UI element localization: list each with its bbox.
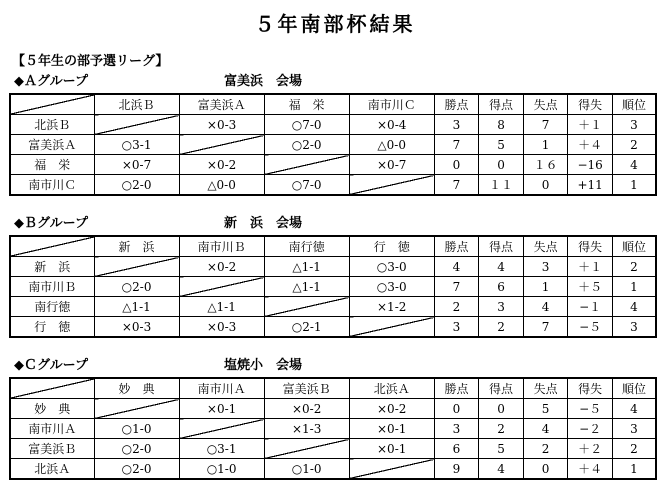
group-venue: 塩焼小 会場 [224, 358, 303, 373]
rank-cell: 3 [612, 317, 656, 338]
team-column-header: 新 浜 [94, 236, 179, 257]
match-result-cell: ○2-0 [94, 175, 179, 196]
rank-cell: 2 [612, 257, 656, 277]
match-result-cell: ×1-2 [349, 297, 434, 317]
points-cell: 7 [434, 277, 479, 297]
table-row [10, 257, 656, 277]
diagonal-cell [179, 419, 264, 439]
match-result-cell: ○2-1 [264, 317, 349, 338]
league-table [9, 377, 657, 480]
table-row [10, 439, 656, 459]
stat-column-header: 順位 [612, 236, 656, 257]
team-row-header: 北浜Ａ [10, 459, 94, 480]
match-result-cell: ×0-7 [94, 155, 179, 175]
match-result-cell: ○3-1 [179, 439, 264, 459]
goal-difference-cell: ＋５ [568, 277, 613, 297]
goal-difference-cell: −５ [568, 399, 613, 419]
goal-difference-cell: −２ [568, 419, 613, 439]
goals-against-cell: 5 [523, 399, 568, 419]
group-heading [14, 70, 614, 88]
table-row [10, 135, 656, 155]
section-heading: 【５年生の部予選リーグ】 [12, 54, 169, 69]
goals-against-cell: 2 [523, 439, 568, 459]
goals-for-cell: 5 [479, 439, 524, 459]
stat-column-header: 失点 [523, 378, 568, 399]
team-column-header: 富美浜Ａ [179, 94, 264, 115]
table-row [10, 277, 656, 297]
goals-for-cell: 8 [479, 115, 524, 135]
goals-against-cell: 0 [523, 459, 568, 480]
goal-difference-cell: +11 [568, 175, 613, 196]
match-result-cell: ×0-2 [179, 155, 264, 175]
league-table [9, 235, 657, 338]
team-row-header: 妙 典 [10, 399, 94, 419]
stat-column-header: 得失 [568, 236, 613, 257]
team-column-header: 妙 典 [94, 378, 179, 399]
diagonal-cell [94, 115, 179, 135]
table-row [10, 175, 656, 196]
match-result-cell: △1-1 [94, 297, 179, 317]
match-result-cell: ○3-1 [94, 135, 179, 155]
points-cell: 0 [434, 399, 479, 419]
stat-column-header: 勝点 [434, 236, 479, 257]
match-result-cell: △0-0 [179, 175, 264, 196]
team-row-header: 南市川Ｂ [10, 277, 94, 297]
rank-cell: 4 [612, 399, 656, 419]
match-result-cell: ×0-1 [349, 439, 434, 459]
points-cell: 3 [434, 115, 479, 135]
table-row [10, 297, 656, 317]
goals-for-cell: 2 [479, 317, 524, 338]
diagonal-cell [94, 257, 179, 277]
rank-cell: 4 [612, 297, 656, 317]
corner-cell [10, 94, 94, 115]
match-result-cell: ×0-1 [349, 419, 434, 439]
rank-cell: 1 [612, 277, 656, 297]
table-row [10, 419, 656, 439]
rank-cell: 4 [612, 155, 656, 175]
league-table [9, 93, 657, 196]
match-result-cell: ○1-0 [179, 459, 264, 480]
diagonal-cell [179, 277, 264, 297]
match-result-cell: ○3-0 [349, 277, 434, 297]
stat-column-header: 失点 [523, 94, 568, 115]
team-row-header: 新 浜 [10, 257, 94, 277]
table-row [10, 399, 656, 419]
diagonal-cell [94, 399, 179, 419]
match-result-cell: △1-1 [179, 297, 264, 317]
stat-column-header: 得失 [568, 378, 613, 399]
match-result-cell: △1-1 [264, 277, 349, 297]
page-title: ５年南部杯結果 [254, 12, 416, 36]
rank-cell: 1 [612, 175, 656, 196]
match-result-cell: ×0-2 [179, 257, 264, 277]
diagonal-cell [349, 459, 434, 480]
match-result-cell: ○7-0 [264, 115, 349, 135]
stat-column-header: 失点 [523, 236, 568, 257]
goals-against-cell: 1 [523, 135, 568, 155]
team-row-header: 富美浜Ａ [10, 135, 94, 155]
team-row-header: 北浜Ｂ [10, 115, 94, 135]
stat-column-header: 得点 [479, 94, 524, 115]
match-result-cell: ×1-3 [264, 419, 349, 439]
table-header-row [10, 236, 656, 257]
points-cell: 6 [434, 439, 479, 459]
match-result-cell: ×0-1 [179, 399, 264, 419]
goals-against-cell: 3 [523, 257, 568, 277]
rank-cell: 3 [612, 115, 656, 135]
match-result-cell: ○2-0 [94, 277, 179, 297]
rank-cell: 2 [612, 439, 656, 459]
diagonal-cell [349, 175, 434, 196]
team-column-header: 行 徳 [349, 236, 434, 257]
points-cell: 7 [434, 175, 479, 196]
points-cell: 3 [434, 317, 479, 338]
match-result-cell: ×0-3 [179, 115, 264, 135]
group-name: ◆Ｂグループ [14, 216, 88, 231]
goals-for-cell: 0 [479, 155, 524, 175]
match-result-cell: ×0-2 [264, 399, 349, 419]
goals-against-cell: 7 [523, 115, 568, 135]
diagonal-cell [264, 439, 349, 459]
team-column-header: 北浜Ｂ [94, 94, 179, 115]
match-result-cell: ×0-7 [349, 155, 434, 175]
team-row-header: 南行徳 [10, 297, 94, 317]
group-name: ◆Ｃグループ [14, 358, 88, 373]
table-header-row [10, 378, 656, 399]
goals-for-cell: １１ [479, 175, 524, 196]
diagonal-cell [349, 317, 434, 338]
goal-difference-cell: −１ [568, 297, 613, 317]
points-cell: 3 [434, 419, 479, 439]
diagonal-cell [264, 155, 349, 175]
table-row [10, 317, 656, 338]
group-heading [14, 354, 614, 372]
goals-against-cell: 7 [523, 317, 568, 338]
match-result-cell: ○7-0 [264, 175, 349, 196]
diagonal-cell [264, 297, 349, 317]
match-result-cell: ○2-0 [264, 135, 349, 155]
goal-difference-cell: ＋４ [568, 459, 613, 480]
team-column-header: 南市川Ｃ [349, 94, 434, 115]
goals-against-cell: 4 [523, 419, 568, 439]
goal-difference-cell: ＋１ [568, 115, 613, 135]
goals-against-cell: 0 [523, 175, 568, 196]
match-result-cell: △1-1 [264, 257, 349, 277]
team-column-header: 北浜Ａ [349, 378, 434, 399]
match-result-cell: ×0-3 [179, 317, 264, 338]
match-result-cell: ×0-3 [94, 317, 179, 338]
goals-for-cell: 4 [479, 257, 524, 277]
match-result-cell: ○2-0 [94, 459, 179, 480]
rank-cell: 2 [612, 135, 656, 155]
table-row [10, 155, 656, 175]
goals-for-cell: 5 [479, 135, 524, 155]
corner-cell [10, 236, 94, 257]
match-result-cell: △0-0 [349, 135, 434, 155]
team-column-header: 南市川Ｂ [179, 236, 264, 257]
rank-cell: 3 [612, 419, 656, 439]
team-column-header: 福 栄 [264, 94, 349, 115]
team-row-header: 行 徳 [10, 317, 94, 338]
table-row [10, 115, 656, 135]
goals-for-cell: 6 [479, 277, 524, 297]
points-cell: 7 [434, 135, 479, 155]
group-venue: 富美浜 会場 [224, 74, 303, 89]
goals-for-cell: 2 [479, 419, 524, 439]
goal-difference-cell: ＋２ [568, 439, 613, 459]
goals-against-cell: 4 [523, 297, 568, 317]
team-row-header: 福 栄 [10, 155, 94, 175]
goal-difference-cell: ＋４ [568, 135, 613, 155]
goals-against-cell: 1 [523, 277, 568, 297]
stat-column-header: 得点 [479, 378, 524, 399]
team-row-header: 富美浜Ｂ [10, 439, 94, 459]
team-column-header: 南市川Ａ [179, 378, 264, 399]
stat-column-header: 得点 [479, 236, 524, 257]
stat-column-header: 勝点 [434, 378, 479, 399]
goals-for-cell: 4 [479, 459, 524, 480]
rank-cell: 1 [612, 459, 656, 480]
corner-cell [10, 378, 94, 399]
stat-column-header: 順位 [612, 378, 656, 399]
points-cell: 4 [434, 257, 479, 277]
points-cell: 0 [434, 155, 479, 175]
match-result-cell: ○1-0 [94, 419, 179, 439]
match-result-cell: ○3-0 [349, 257, 434, 277]
goals-against-cell: １６ [523, 155, 568, 175]
team-row-header: 南市川Ｃ [10, 175, 94, 196]
team-column-header: 富美浜Ｂ [264, 378, 349, 399]
diagonal-cell [179, 135, 264, 155]
goal-difference-cell: ＋１ [568, 257, 613, 277]
match-result-cell: ×0-4 [349, 115, 434, 135]
stat-column-header: 順位 [612, 94, 656, 115]
match-result-cell: ○1-0 [264, 459, 349, 480]
goals-for-cell: 3 [479, 297, 524, 317]
stat-column-header: 勝点 [434, 94, 479, 115]
team-column-header: 南行徳 [264, 236, 349, 257]
match-result-cell: ○2-0 [94, 439, 179, 459]
team-row-header: 南市川Ａ [10, 419, 94, 439]
group-venue: 新 浜 会場 [224, 216, 303, 231]
stat-column-header: 得失 [568, 94, 613, 115]
goals-for-cell: 0 [479, 399, 524, 419]
table-row [10, 459, 656, 480]
match-result-cell: ×0-2 [349, 399, 434, 419]
group-name: ◆Ａグループ [14, 74, 88, 89]
goal-difference-cell: −16 [568, 155, 613, 175]
goal-difference-cell: −５ [568, 317, 613, 338]
points-cell: 9 [434, 459, 479, 480]
points-cell: 2 [434, 297, 479, 317]
group-heading [14, 212, 614, 230]
table-header-row [10, 94, 656, 115]
